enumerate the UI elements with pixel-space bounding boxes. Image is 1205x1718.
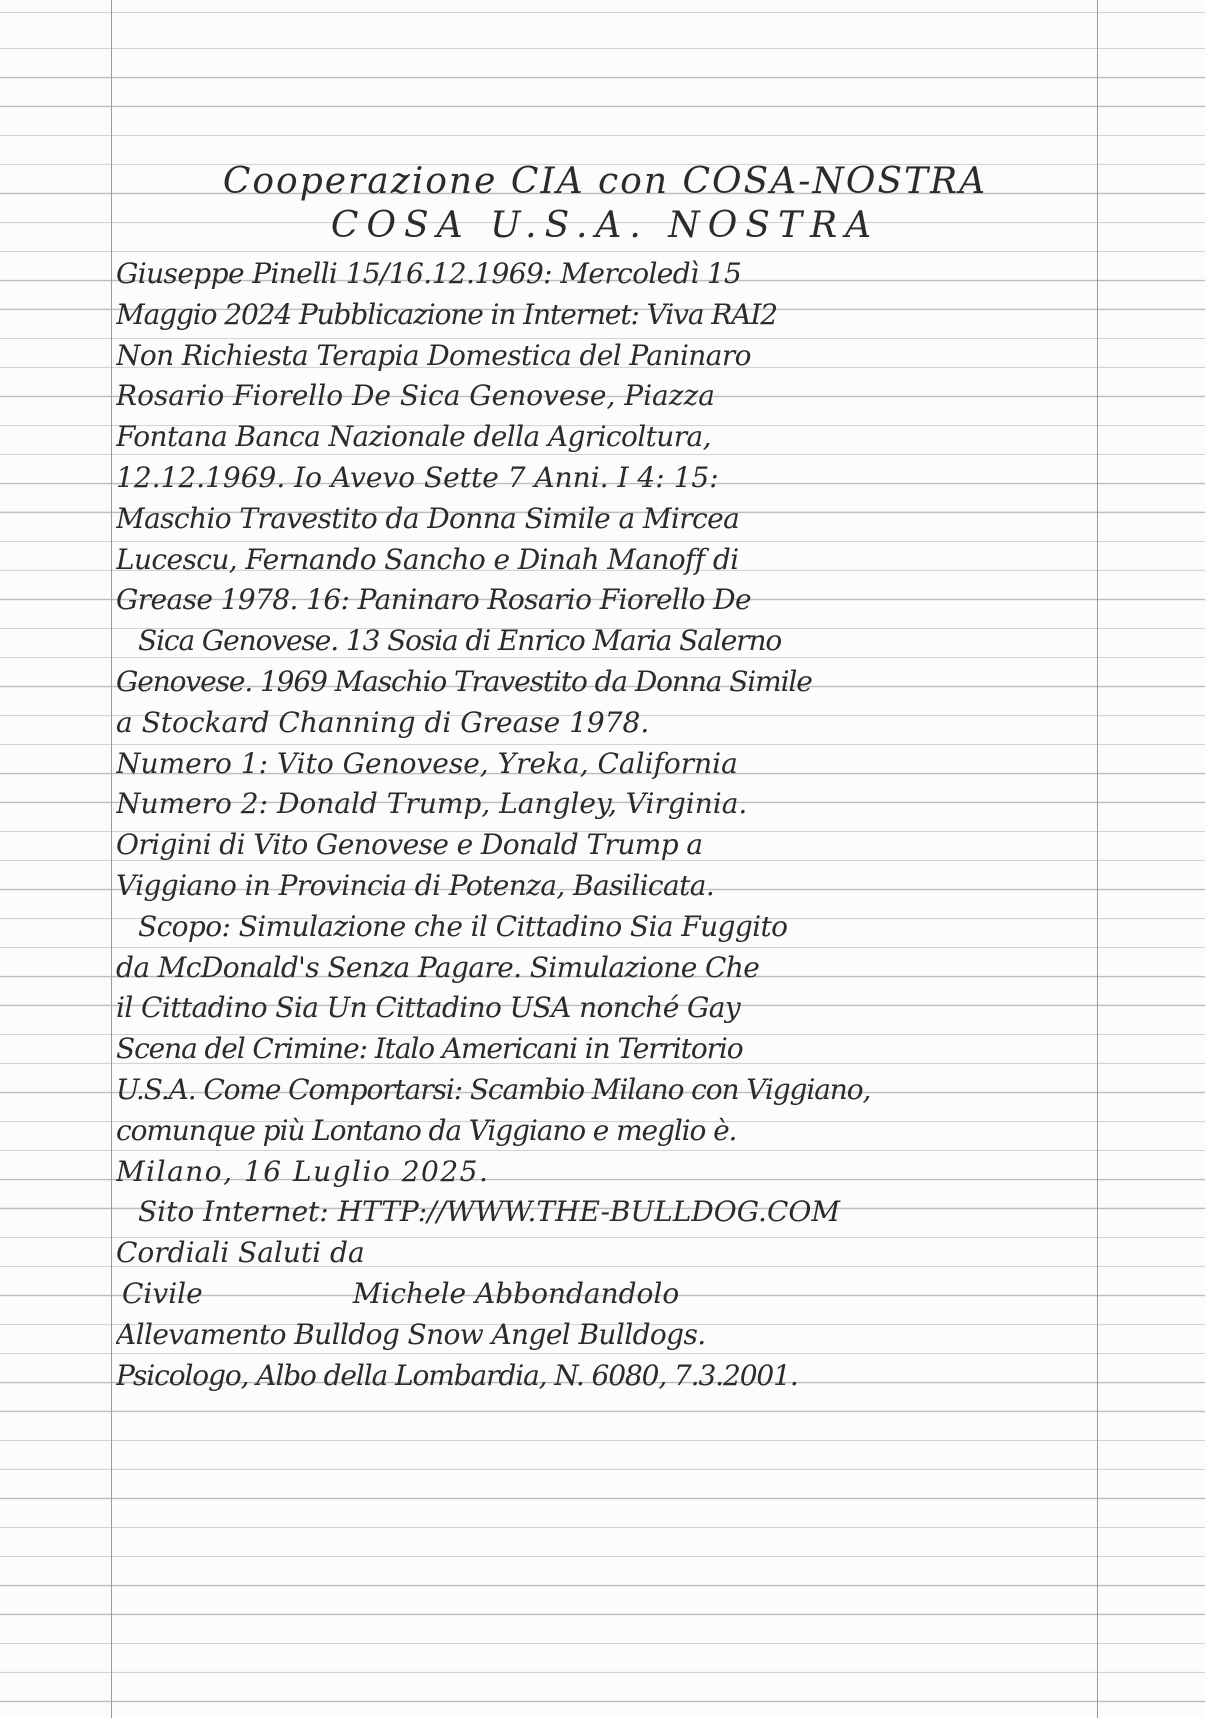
text-line-12: a Stockard Channing di Grease 1978. — [116, 705, 650, 739]
text-line-17: Scopo: Simulazione che il Cittadino Sia Fuggito — [138, 909, 788, 943]
text-line-5: Fontana Banca Nazionale della Agricoltura, — [116, 420, 711, 454]
right-margin-line — [1097, 0, 1098, 1718]
text-line-14: Numero 2: Donald Trump, Langley, Virginia. — [116, 787, 748, 821]
left-margin-line — [111, 0, 112, 1718]
title-line-1: Cooperazione CIA con COSA-NOSTRA — [222, 161, 988, 202]
text-line-21: U.S.A. Come Comportarsi: Scambio Milano con Viggiano, — [116, 1072, 871, 1106]
signature-name: Michele Abbondandolo — [352, 1276, 680, 1310]
text-line-4: Rosario Fiorello De Sica Genovese, Piazza — [116, 379, 715, 413]
text-line-13: Numero 1: Vito Genovese, Yreka, California — [116, 746, 738, 780]
text-line-9: Grease 1978. 16: Paninaro Rosario Fiorello De — [116, 583, 751, 617]
text-line-3: Non Richiesta Terapia Domestica del Paninaro — [116, 338, 751, 372]
text-line-8: Lucescu, Fernando Sancho e Dinah Manoff di — [116, 542, 739, 576]
title-line-2: COSA U.S.A. NOSTRA — [330, 205, 880, 246]
closing-line-1: Allevamento Bulldog Snow Angel Bulldogs. — [116, 1317, 706, 1351]
text-line-2: Maggio 2024 Pubblicazione in Internet: Viva RAI2 — [116, 297, 778, 331]
text-line-6: 12.12.1969. Io Avevo Sette 7 Anni. I 4: 15: — [116, 460, 719, 494]
handwritten-letter — [116, 160, 1094, 1396]
text-line-23: Milano, 16 Luglio 2025. — [116, 1154, 490, 1188]
text-line-22: comunque più Lontano da Viggiano e meglio è. — [116, 1113, 737, 1147]
text-line-19: il Cittadino Sia Un Cittadino USA nonché Gay — [116, 991, 741, 1025]
text-line-18: da McDonald's Senza Pagare. Simulazione Che — [116, 950, 760, 984]
text-line-24: Sito Internet: HTTP://WWW.THE-BULLDOG.COM — [138, 1195, 841, 1229]
text-line-10: Sica Genovese. 13 Sosia di Enrico Maria Salerno — [138, 624, 782, 658]
text-line-16: Viggiano in Provincia di Potenza, Basilicata. — [116, 868, 715, 902]
text-line-20: Scena del Crimine: Italo Americani in Territorio — [116, 1032, 743, 1066]
signature-prefix: Civile — [122, 1276, 203, 1310]
text-line-1: Giuseppe Pinelli 15/16.12.1969: Mercoledì 15 — [116, 257, 742, 290]
text-line-11: Genovese. 1969 Maschio Travestito da Donna Simile — [116, 664, 812, 698]
text-line-25: Cordiali Saluti da — [116, 1236, 365, 1270]
text-line-7: Maschio Travestito da Donna Simile a Mircea — [116, 501, 740, 535]
text-line-15: Origini di Vito Genovese e Donald Trump a — [116, 828, 703, 862]
signature-line — [116, 1274, 1094, 1315]
closing-line-2: Psicologo, Albo della Lombardia, N. 6080, 7.3.2001. — [116, 1358, 798, 1392]
